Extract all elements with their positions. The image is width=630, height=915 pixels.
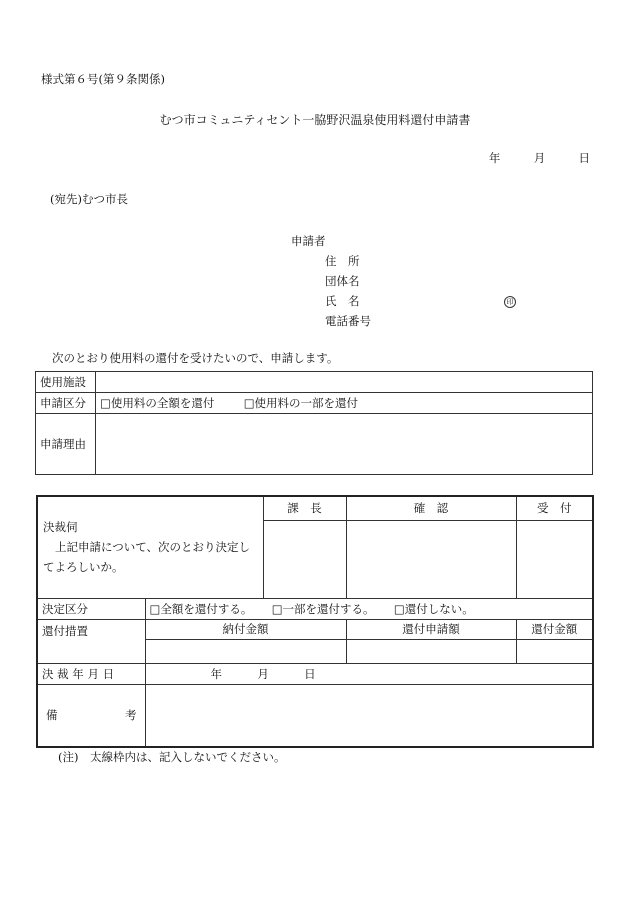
- category-label: 申請区分: [36, 393, 96, 414]
- refund-amount-label: 還付金額: [516, 619, 593, 639]
- date-day: 日: [578, 151, 590, 165]
- decision-date-year: 年: [210, 666, 222, 681]
- decision-date-label: 決 裁 年 月 日: [37, 663, 145, 684]
- decision-no-refund-checkbox[interactable]: □還付しない。: [393, 601, 474, 616]
- chief-seal-cell: [263, 520, 346, 598]
- application-table: [35, 371, 593, 475]
- category-full-refund-checkbox[interactable]: □使用料の全額を還付: [100, 396, 215, 410]
- inquiry-line-1: 上記申請について、次のとおり決定し: [55, 540, 251, 555]
- addressee: (宛先)むつ市長: [50, 192, 128, 206]
- decision-date-month: 月: [257, 666, 269, 681]
- request-statement: 次のとおり使用料の還付を受けたいので、申請します。: [52, 351, 339, 365]
- applicant-address-label: 住 所: [325, 254, 360, 268]
- chief-label: 課 長: [263, 496, 346, 520]
- paid-amount-field: [145, 639, 346, 663]
- date-year: 年: [488, 151, 501, 165]
- decision-table: [36, 495, 594, 748]
- inquiry-title: 決裁伺: [43, 520, 78, 535]
- remarks-label: [37, 684, 145, 747]
- applicant-name-label: 氏 名: [325, 294, 360, 308]
- confirm-label: 確 認: [346, 496, 516, 520]
- application-date: [489, 153, 590, 165]
- form-number: 様式第６号(第９条関係): [41, 72, 165, 86]
- confirm-seal-cell: [346, 520, 516, 598]
- date-month: 月: [533, 151, 546, 165]
- applicant-heading: 申請者: [291, 234, 326, 248]
- decision-date-field: [145, 663, 593, 684]
- decision-category-label: 決定区分: [37, 598, 145, 619]
- applicant-group-label: 団体名: [325, 274, 360, 288]
- refund-amount-field: [516, 639, 593, 663]
- footnote: (注) 太線枠内は、記入しないでください。: [58, 750, 286, 764]
- category-options: [96, 393, 593, 414]
- refund-measure-label: 還付措置: [37, 619, 145, 663]
- applicant-phone-label: 電話番号: [325, 314, 371, 328]
- receipt-seal-cell: [516, 520, 593, 598]
- decision-partial-refund-checkbox[interactable]: □一部を還付する。: [271, 601, 375, 616]
- remarks-field: [145, 684, 593, 747]
- page-title: むつ市コミュニティセント一脇野沢温泉使用料還付申請書: [159, 113, 471, 127]
- facility-field[interactable]: [96, 372, 593, 393]
- decision-category-options: [145, 598, 593, 619]
- decision-full-refund-checkbox[interactable]: □全額を還付する。: [149, 601, 253, 616]
- requested-refund-label: 還付申請額: [346, 619, 516, 639]
- reason-label: 申請理由: [36, 414, 96, 475]
- paid-amount-label: 納付金額: [145, 619, 346, 639]
- reason-field[interactable]: [96, 414, 593, 475]
- requested-refund-field: [346, 639, 516, 663]
- decision-inquiry: [37, 496, 263, 598]
- category-partial-refund-checkbox[interactable]: □使用料の一部を還付: [243, 396, 359, 410]
- receipt-label: 受 付: [516, 496, 593, 520]
- remarks-label-char-2: 考: [125, 708, 137, 723]
- inquiry-line-2: てよろしいか。: [43, 560, 124, 575]
- facility-label: 使用施設: [36, 372, 96, 393]
- decision-date-day: 日: [304, 666, 316, 681]
- seal-mark: 印: [504, 296, 516, 308]
- remarks-label-char-1: 備: [46, 708, 58, 723]
